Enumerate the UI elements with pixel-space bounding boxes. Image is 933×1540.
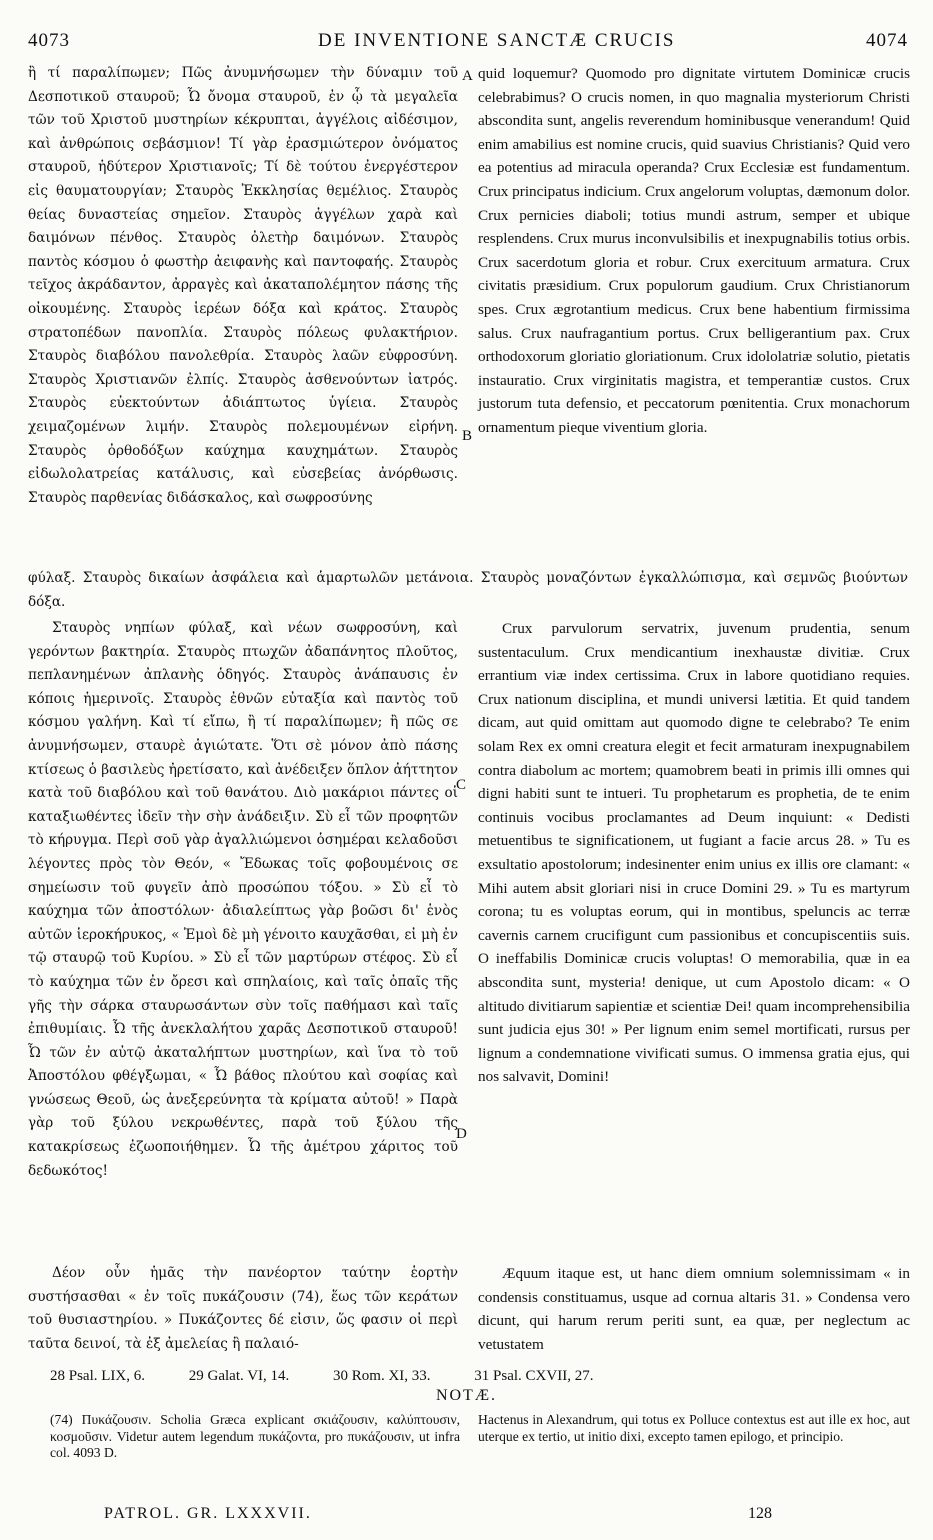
page-number-left: 4073 [28, 30, 70, 51]
latin-paragraph-2: Crux parvulorum servatrix, juvenum prudentia, senum sustentaculum. Crux mendicantium inexhaustæ divitiæ. Crux errantium viæ index certissima. Crux in labore quotidiano requies. Crux nationum disciplina, et mundi universi lætitia. Et quid tandem dicam, aut quid omittam aut quomodo digne te celebrabo? Te enim solam Rex ex omni creatura elegit et fecit armaturam inexpugnabilem contra diabolum ac mortem; quamobrem beati in primis illi omnes qui digni habiti sunt te intueri. Tu prophetarum es prophetia, de te enim continuis vocibus proclamantes ad Deum inquiunt: « Dedisti metuentibus te significationem, ut fugiant a facie arcus 28. » Tu es exsultatio apostolorum; indesinenter enim unius ex illis ore clamant: « Mihi autem absit gloriari nisi in cruce Domini 29. » Tu es martyrum corona; tu es voluptas eorum, qui in montibus, speluncis ac terræ cavernis carnem crucifigunt cum passionibus et concupiscentiis suis. O ineffabilis Dominicæ crucis voluptas! O memorabilia, quæ in ea abscondita sunt, mysteria! denique, ut cum Apostolo dicam: « O altitudo divitiarum sapientiæ et scientiæ Dei! quam incomprehensibilia sunt judicia ejus 30! » Per lignum enim semel mortificati, rursus per lignum a condemnatione vivificati sumus. O immensa gratia ejus, qui nos salvavit, Domini! [478, 620, 910, 1086]
greek-paragraph-1: ἢ τί παραλίπωμεν; Πῶς ἀνυμνήσωμεν τὴν δύναμιν τοῦ Δεσποτικοῦ σταυροῦ; Ὦ ὄνομα σταυροῦ, ἐν ᾧ τὰ μεγαλεῖα τῶν τοῦ Χριστοῦ μυστηρίων κέκρυπται, ἀγγέλοις αἰδέσιμον, καὶ ἀνθρώποις σεβάσμιον! Τί γὰρ ἐρασμιώτερον ὀνόματος σταυροῦ, ἡδύτερον Χριστιανοῖς; Τί δὲ τούτου ἐνεργέστερον εἰς θαυματουργίαν; Σταυρὸς Ἐκκλησίας θεμέλιος. Σταυρὸς θείας δυναστείας σημεῖον. Σταυρὸς ἀγγέλων χαρὰ καὶ δαιμόνων πένθος. Σταυρὸς ὀλετὴρ δαιμόνων. Σταυρὸς παντὸς κόσμου ὁ φωστὴρ ἀειφανὴς καὶ παντοφαής. Σταυρὸς τεῖχος ἀκράδαντον, ἀρραγὲς καὶ ἀκαταπολέμητον πάσης τῆς οἰκουμένης. Σταυρὸς ἱερέων δόξα καὶ κράτος. Σταυρὸς στρατοπέδων πανοπλία. Σταυρὸς πόλεως φυλακτήριον. Σταυρὸς διαβόλου πανολεθρία. Σταυρὸς λαῶν εὐφροσύνη. Σταυρὸς Χριστιανῶν ἐλπίς. Σταυρὸς ἀσθενούντων ἰατρός. Σταυρὸς εὐεκτούντων ἀδιάπτωτος ὑγίεια. Σταυρὸς χειμαζομένων λιμήν. Σταυρὸς πολεμουμένων εἰρήνη. Σταυρὸς ὀρθοδόξων καύχημα καυχημάτων. Σταυρὸς εἰδωλολατρείας κατάλυσις, καὶ εὐσεβείας ἀνόρθωσις. Σταυρὸς παρθενίας διδάσκαλος, καὶ σωφροσύνης [28, 65, 458, 506]
reference-31: 31 Psal. CXVII, 27. [474, 1368, 594, 1384]
note-right: Hactenus in Alexandrum, qui totus ex Polluce contextus est aut ille ex hoc, aut uterque ex tertio, ut initio dixi, excepto tamen epilogo, et principio. [478, 1412, 910, 1444]
latin-column-block-2 [478, 617, 910, 1089]
latin-column-block-3 [478, 1262, 910, 1356]
greek-wide-text: φύλαξ. Σταυρὸς δικαίων ἀσφάλεια καὶ ἁμαρτωλῶν μετάνοια. Σταυρὸς μοναζόντων ἐγκαλλώπισμα, καὶ σεμνῶς βιούντων δόξα. [28, 570, 908, 610]
margin-marker-a: A [462, 68, 473, 84]
reference-30: 30 Rom. XI, 33. [333, 1368, 431, 1384]
notes-heading: NOTÆ. [435, 1387, 498, 1404]
greek-column-block-1 [28, 62, 458, 510]
note-74: (74) Πυκάζουσιν. Scholia Græca explicant σκιάζουσιν, καλύπτουσιν, κοσμοῦσιν. Videtur autem legendum πυκάζοντα, pro πυκάζουσιν, ut infra col. 4093 D. [50, 1412, 460, 1460]
margin-marker-d: D [456, 1126, 467, 1142]
greek-paragraph-3: Δέον οὖν ἡμᾶς τὴν πανέορτον ταύτην ἑορτὴν συστήσασθαι « ἐν τοῖς πυκάζουσιν (74), ἕως τῶν κεράτων τοῦ θυσιαστηρίου. » Πυκάζοντες δέ εἰσιν, ὥς φασιν οἱ περὶ ταῦτα δεινοί, τὰ ἐξ ἀμελείας ἢ παλαιό- [28, 1265, 458, 1352]
latin-paragraph-1: quid loquemur? Quomodo pro dignitate virtutem Dominicæ crucis celebrabimus? O crucis nomen, in quo magnalia mysteriorum Christi abscondita sunt, angelis reverendum hominibusque venerandum! Quid enim amabilius est nomine crucis, quid suavius Christianis? Quid vero ea potentius ad miracula operanda? Crux Ecclesiæ est fundamentum. Crux principatus indicium. Crux angelorum voluptas, dæmonum dolor. Crux pernicies diaboli; totius mundi astrum, semper et ubique resplendens. Crux murus inconvulsibilis et inexpugnabilis totius orbis. Crux sacerdotum gloria et robur. Crux exercituum armatura. Crux civitatis præsidium. Crux populorum gaudium. Crux Christianorum spes. Crux ægrotantium medicus. Crux bene habentium firmissima salus. Crux naufragantium portus. Crux belligerantium pax. Crux orthodoxorum gloriatio gloriationum. Crux idololatriæ solutio, pietatis instauratio. Crux virginitatis magistra, et temperantiæ custos. Crux justorum tuta defensio, et peccatorum pœnitentia. Crux monachorum ornamentum pieque viventium gloria. [478, 65, 910, 436]
latin-column-block-1 [478, 62, 910, 440]
greek-column-block-2 [28, 617, 458, 1183]
greek-wide-line [28, 567, 908, 614]
greek-paragraph-2: Σταυρὸς νηπίων φύλαξ, καὶ νέων σωφροσύνη, καὶ γερόντων βακτηρία. Σταυρὸς πτωχῶν ἀδαπάνητος πλοῦτος, πεπλανημένων ἀπλανὴς ὁδηγός. Σταυρὸς ἀνάπαυσις ἐν κόποις ἡμερινοῖς. Σταυρὸς ἐθνῶν εὐταξία καὶ παντὸς τοῦ κόσμου γαλήνη. Καὶ τί εἴπω, ἢ τί παραλίπωμεν; ἢ πῶς σε ἀνυμνήσωμεν, σταυρὲ ἁγιώτατε. Ὅτι σὲ μόνον ἀπὸ πάσης κτίσεως ὁ βασιλεὺς ἠρετίσατο, καὶ ἀνέδειξεν ὅπλον ἀήττητον κατὰ τοῦ διαβόλου καὶ τοῦ θανάτου. Διὸ μακάριοι πάντες οἱ καταξιωθέντες ἰδεῖν τὴν σὴν ἀνάδειξιν. Σὺ εἶ τῶν προφητῶν τὸ κήρυγμα. Περὶ σοῦ γὰρ ἀγαλλιώμενοι ὁσημέραι κελαδοῦσι λέγοντες πρὸς τὸν Θεόν, « Ἔδωκας τοῖς φοβουμένοις σε σημείωσιν τοῦ φυγεῖν ἀπὸ προσώπου τόξου. » Σὺ εἶ τὸ καύχημα τῶν ἀποστόλων· ἀδιαλείπτως γὰρ βοῶσι δι' ἑνὸς αὐτῶν ἱεροκήρυκος, « Ἐμοὶ δὲ μὴ γένοιτο καυχᾶσθαι, εἰ μὴ ἐν τῷ σταυρῷ τοῦ Κυρίου. » Σὺ εἶ τῶν μαρτύρων στέφος. Σὺ εἶ τὸ καύχημα τῶν ἐν ὄρεσι καὶ σπηλαίοις, καὶ ταῖς ὀπαῖς τῆς γῆς τὴν σάρκα σταυρωσάντων σὺν τοῖς παθήμασι καὶ ταῖς ἐπιθυμίαις. Ὦ τῆς ἀνεκλαλήτου χαρᾶς Δεσποτικοῦ σταυροῦ! Ὦ τῶν ἐν αὐτῷ ἀκαταλήπτων μυστηρίων, καὶ ἵνα τὸ τοῦ Ἀποστόλου φθέγξωμαι, « Ὦ βάθος πλούτου καὶ σοφίας καὶ γνώσεως Θεοῦ, ὡς ἀνεξερεύνητα τὰ κρίματα αὐτοῦ! » Παρὰ γὰρ τοῦ ξύλου νεκρωθέντες, παρὰ τοῦ ξύλου τῆς κατακρίσεως ἐζωοποιήθημεν. Ὦ τῆς ἀμέτρου χάριτος τοῦ δεδωκότος! [28, 620, 458, 1179]
latin-paragraph-3: Æquum itaque est, ut hanc diem omnium solemnissimam « in condensis constituamus, usque ad cornua altaris 31. » Condensa vero dicunt, qui harum rerum periti sunt, ea quæ, per neglectum ac vetustatem [478, 1265, 910, 1353]
footer-signature: 128 [748, 1505, 772, 1522]
margin-marker-b: B [462, 428, 473, 444]
greek-column-block-3 [28, 1262, 458, 1356]
running-title: DE INVENTIONE SANCTÆ CRUCIS [318, 30, 676, 51]
reference-29: 29 Galat. VI, 14. [188, 1368, 290, 1384]
scripture-references [50, 1368, 910, 1385]
reference-28: 28 Psal. LIX, 6. [50, 1368, 145, 1384]
footer-volume: PATROL. GR. LXXXVII. [104, 1505, 312, 1522]
page-number-right: 4074 [866, 30, 908, 51]
page-header [28, 30, 908, 58]
margin-marker-c: C [456, 777, 467, 793]
